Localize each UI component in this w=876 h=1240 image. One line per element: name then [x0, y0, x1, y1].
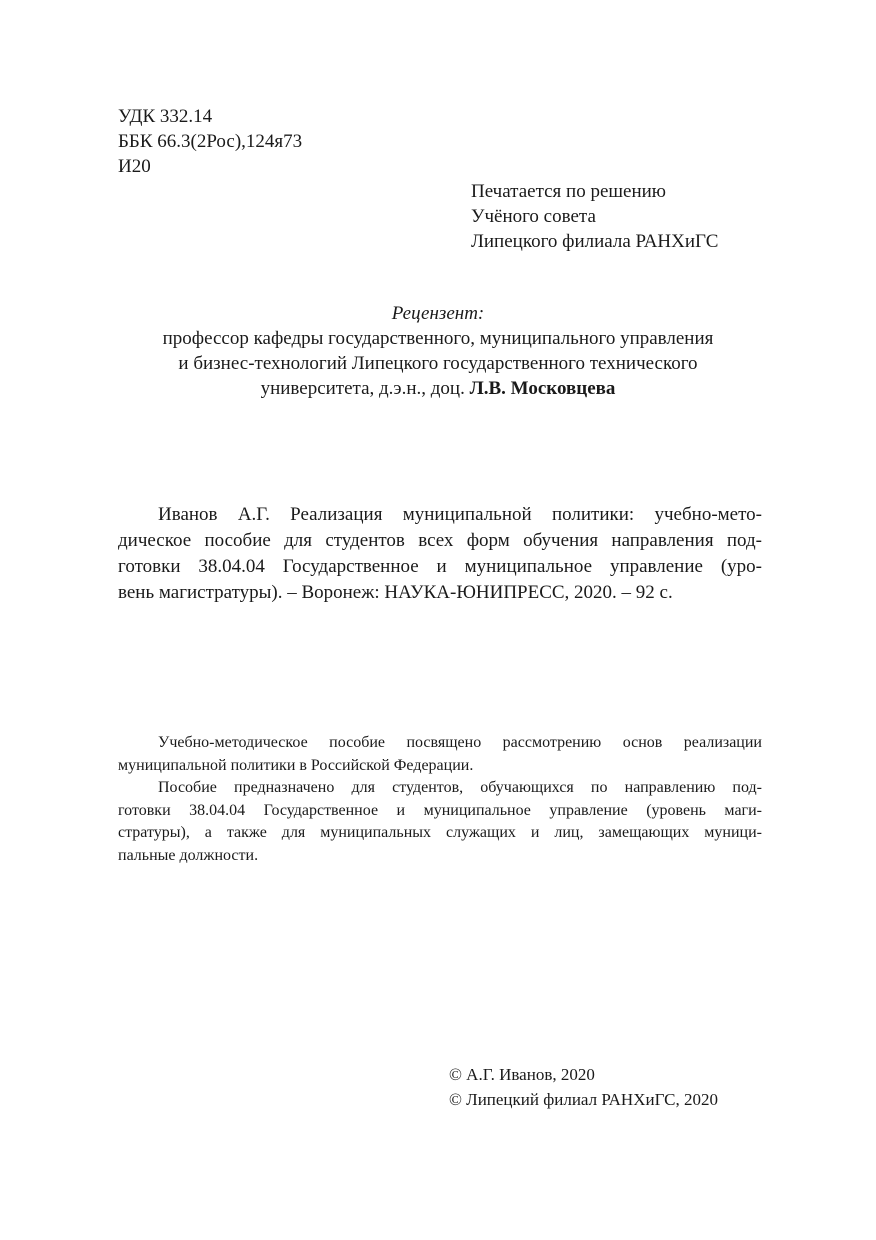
author-mark: И20 — [118, 156, 151, 177]
approval-line: Печатается по решению — [471, 181, 666, 202]
copyright-block — [449, 1062, 718, 1112]
citation-line: дическое пособие для студентов всех форм обучения направления под- — [118, 530, 762, 551]
reviewer-line: профессор кафедры государственного, муниципального управления — [162, 328, 714, 349]
bbk-code: ББК 66.3(2Рос),124я73 — [118, 131, 303, 152]
bibliographic-citation — [118, 502, 762, 606]
citation-line: вень магистратуры). – Воронеж: НАУКА-ЮНИПРЕСС, 2020. – 92 с. — [118, 582, 673, 603]
copyright-author: © А.Г. Иванов, 2020 — [449, 1065, 595, 1084]
reviewer-credentials: университета, д.э.н., доц. — [260, 378, 465, 399]
abstract-line: Учебно-методическое пособие посвящено рассмотрению основ реализации — [158, 734, 762, 751]
abstract-line: Пособие предназначено для студентов, обучающихся по направлению под- — [158, 779, 762, 796]
approval-line: Учёного совета — [471, 206, 596, 227]
copyright-institution: © Липецкий филиал РАНХиГС, 2020 — [449, 1090, 719, 1109]
reviewer-block — [118, 301, 758, 401]
citation-line: Иванов А.Г. Реализация муниципальной политики: учебно-мето- — [158, 504, 762, 525]
udk-code: УДК 332.14 — [118, 106, 213, 127]
abstract-block — [118, 732, 762, 867]
reviewer-heading: Рецензент: — [391, 303, 485, 324]
abstract-line: пальные должности. — [118, 846, 259, 864]
abstract-line: стратуры), а также для муниципальных служащих и лиц, замещающих муници- — [118, 824, 762, 841]
abstract-line: готовки 38.04.04 Государственное и муниципальное управление (уровень маги- — [118, 801, 762, 819]
publication-approval — [471, 179, 718, 254]
approval-line: Липецкого филиала РАНХиГС — [471, 231, 719, 252]
classification-block — [118, 104, 302, 179]
reviewer-name: Л.В. Московцева — [469, 378, 616, 399]
reviewer-line: и бизнес-технологий Липецкого государственного технического — [178, 353, 698, 374]
reviewer-line — [118, 376, 758, 401]
citation-line: готовки 38.04.04 Государственное и муниципальное управление (уро- — [118, 556, 762, 577]
abstract-line: муниципальной политики в Российской Федерации. — [118, 756, 474, 774]
